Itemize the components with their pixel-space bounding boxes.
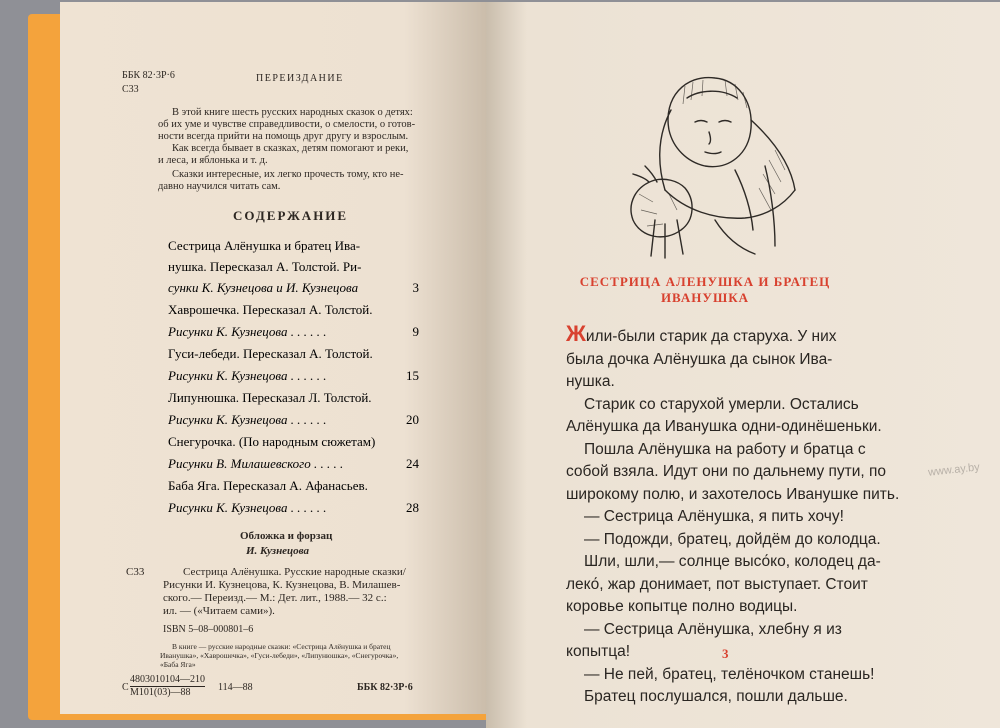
- illustration-svg: [625, 70, 803, 260]
- toc-line: Рисунки К. Кузнецова . . . . . .: [168, 368, 327, 383]
- toc-line: нушка. Пересказал А. Толстой. Ри-: [168, 259, 362, 274]
- toc-page-number: 3: [412, 280, 419, 295]
- story-line: собой взяла. Идут они по дальнему пути, по: [566, 463, 887, 480]
- toc-title: СОДЕРЖАНИЕ: [233, 208, 349, 223]
- cover-credit-title: Обложка и форзац: [240, 530, 333, 542]
- toc-line: Рисунки К. Кузнецова . . . . . .: [168, 500, 327, 515]
- toc-page-number: 28: [406, 500, 419, 515]
- story-line: нушка.: [566, 373, 615, 390]
- intro-line: Сказки интересные, их легко прочесть тому, кто не-: [172, 169, 404, 180]
- story-line: — Подожди, братец, дойдём до колодца.: [584, 530, 881, 548]
- cover-credit-author: И. Кузнецова: [246, 545, 310, 557]
- toc-line: Баба Яга. Пересказал А. Афанасьев.: [168, 478, 368, 493]
- story-line: — Сестрица Алёнушка, я пить хочу!: [584, 508, 844, 525]
- story-line: Шли, шли,— солнце высо́ко, колодец да-: [584, 553, 881, 570]
- story-line: коровье копытце полно водицы.: [566, 598, 798, 615]
- story-title-line1: СЕСТРИЦА АЛЕНУШКА И БРАТЕЦ: [579, 274, 831, 289]
- catalog-line: ил. — («Читаем сами»).: [163, 605, 275, 617]
- intro-line: об их уме и чувстве справедливости, о смелости, о готов-: [158, 119, 416, 130]
- watermark: www.ay.by: [927, 461, 981, 479]
- story-line: Алёнушка да Иванушка одни-одинёшеньки.: [566, 418, 882, 435]
- catalog-record: [163, 566, 406, 618]
- toc-line: Снегурочка. (По народным сюжетам): [168, 434, 376, 449]
- footer-bbk: ББК 82·3Р·6: [357, 682, 413, 693]
- toc-line: Сестрица Алёнушка и братец Ива-: [168, 238, 361, 253]
- toc-page-number: 9: [412, 324, 419, 339]
- drop-cap: Ж: [566, 321, 586, 346]
- header-code: С33: [122, 84, 139, 95]
- print-code-right: 114—88: [218, 682, 253, 693]
- story-line: — Не пей, братец, телёночком станешь!: [584, 665, 875, 683]
- catalog-line: Рисунки И. Кузнецова, К. Кузнецова, В. Милашев-: [163, 579, 401, 591]
- story-line: копытца!: [566, 643, 631, 660]
- header-reissue: ПЕРЕИЗДАНИЕ: [256, 73, 344, 84]
- intro-line: ности всегда прийти на помощь друг другу и взрослым.: [158, 131, 409, 142]
- page-number: 3: [722, 646, 729, 661]
- story-body: [566, 323, 899, 709]
- annotation-line: В книге — русские народные сказки: «Сестрица Алёнушка и братец: [172, 642, 391, 651]
- illustration-girl-with-lamb: [625, 70, 803, 260]
- intro-line: Как всегда бывает в сказках, детям помогают и реки,: [172, 143, 409, 154]
- toc-line: сунки К. Кузнецова и И. Кузнецова: [168, 280, 359, 295]
- toc-line: Хаврошечка. Пересказал А. Толстой.: [168, 302, 373, 317]
- annotation: [160, 642, 398, 669]
- story-line: [566, 323, 899, 349]
- catalog-line: ского.— Переизд.— М.: Дет. лит., 1988.— 32 с.:: [163, 592, 387, 604]
- annotation-line: Иванушка», «Хаврошечка», «Гуси-лебеди», «Липунюшка», «Снегурочка»,: [160, 651, 399, 660]
- intro-line: давно научился читать сам.: [158, 181, 281, 192]
- story-title-line2: ИВАНУШКА: [660, 290, 750, 305]
- intro-line: и леса, и яблонька и т. д.: [158, 155, 268, 166]
- toc-page-number: 24: [406, 456, 419, 471]
- story-line: — Сестрица Алёнушка, хлебну я из: [584, 620, 842, 638]
- header-bbk: ББК 82·3Р·6: [122, 70, 175, 81]
- intro-text: [158, 107, 415, 193]
- story-line: леко́, жар донимает, пот выступает. Стоит: [566, 575, 868, 593]
- story-line: Братец послушался, пошли дальше.: [584, 688, 848, 705]
- intro-line: В этой книге шесть русских народных сказок о детях:: [172, 107, 413, 118]
- toc-line: Гуси-лебеди. Пересказал А. Толстой.: [168, 346, 373, 361]
- catalog-line: Сестрица Алёнушка. Русские народные сказки/: [183, 566, 406, 578]
- toc-line: Рисунки К. Кузнецова . . . . . .: [168, 324, 327, 339]
- story-line: была дочка Алёнушка да сынок Ива-: [566, 350, 833, 368]
- toc-line: Рисунки В. Милашевского . . . . .: [168, 456, 344, 471]
- catalog-code: С33: [126, 566, 145, 578]
- toc-page-number: 20: [406, 412, 419, 427]
- story-line: широкому полю, и захотелось Иванушке пить.: [566, 485, 900, 503]
- toc-page-number: 15: [406, 368, 419, 383]
- story-line: Пошла Алёнушка на работу и братца с: [584, 440, 866, 458]
- toc-line: Рисунки К. Кузнецова . . . . . .: [168, 412, 327, 427]
- print-code-top: 4803010104—210: [130, 674, 205, 685]
- print-code-prefix: С: [122, 682, 129, 693]
- story-line: Старик со старухой умерли. Остались: [584, 395, 859, 413]
- annotation-line: «Баба Яга»: [160, 660, 196, 669]
- toc-line: Липунюшка. Пересказал Л. Толстой.: [168, 390, 372, 405]
- story-first-line: или-были старик да старуха. У них: [585, 328, 837, 345]
- print-code-bottom: М101(03)—88: [130, 687, 191, 698]
- isbn: ISBN 5–08–000801–6: [163, 624, 254, 635]
- print-code: [130, 674, 205, 699]
